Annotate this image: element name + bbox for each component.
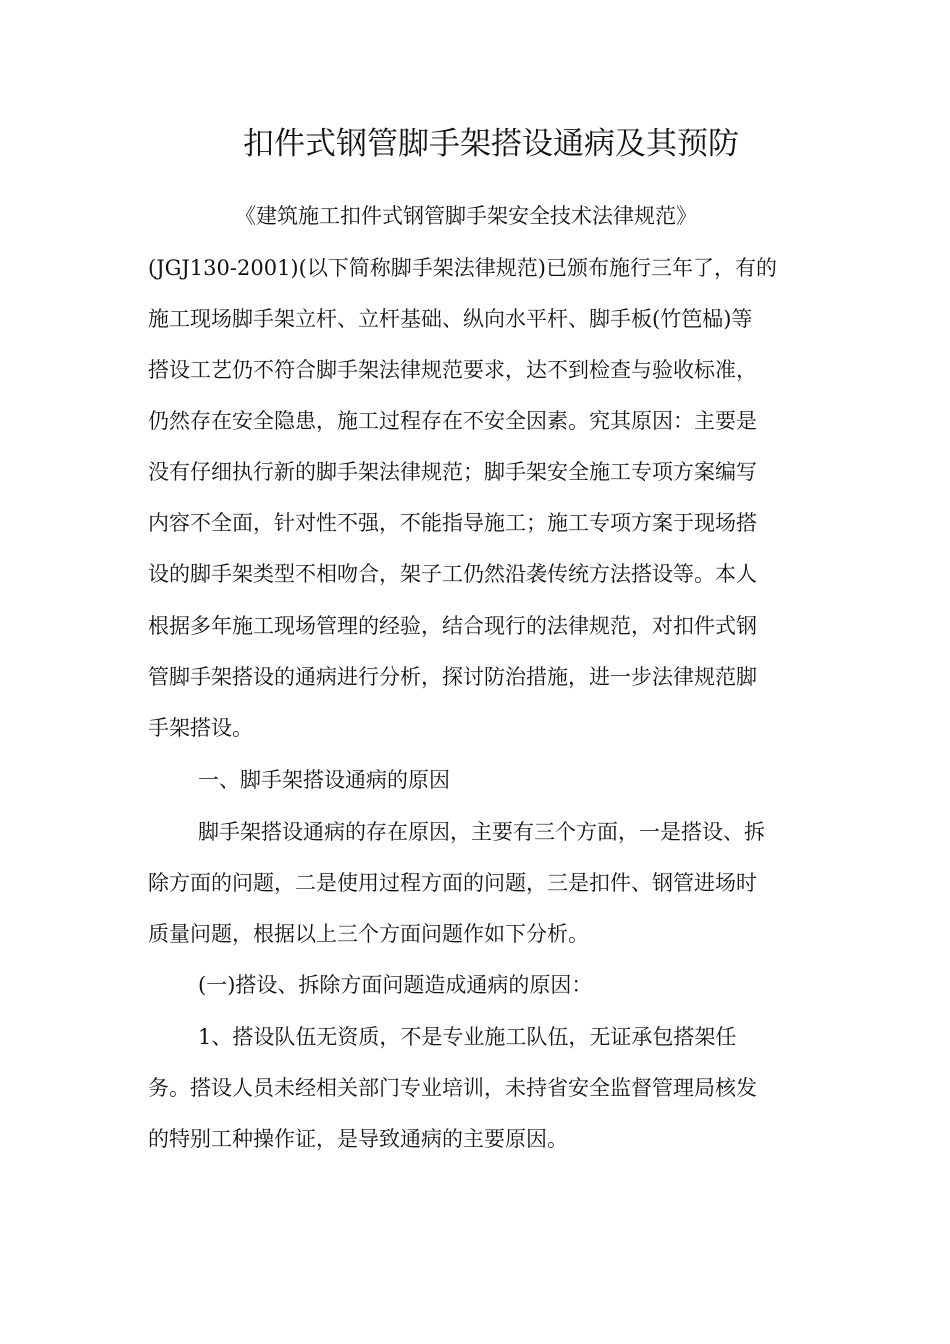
- section-heading: 一、脚手架搭设通病的原因: [198, 768, 450, 792]
- text-line: 管脚手架搭设的通病进行分析，探讨防治措施，进一步法律规范脚: [148, 665, 757, 689]
- text-line: 的特别工种操作证，是导致通病的主要原因。: [148, 1127, 568, 1151]
- text-line: 手架搭设。: [148, 716, 253, 740]
- subsection-heading: (一)搭设、拆除方面问题造成通病的原因：: [198, 973, 593, 997]
- text-line: 内容不全面，针对性不强，不能指导施工；施工专项方案于现场搭: [148, 511, 757, 535]
- text-line: 仍然存在安全隐患，施工过程存在不安全因素。究其原因：主要是: [148, 409, 757, 433]
- text-line: 施工现场脚手架立杆、立杆基础、纵向水平杆、脚手板(竹笆榀)等: [148, 307, 753, 331]
- text-line: 务。搭设人员未经相关部门专业培训，未持省安全监督管理局核发: [148, 1076, 757, 1100]
- text-line: 《建筑施工扣件式钢管脚手架安全技术法律规范》: [235, 204, 697, 228]
- text-line: 脚手架搭设通病的存在原因，主要有三个方面，一是搭设、拆: [198, 820, 765, 844]
- text-line: 根据多年施工现场管理的经验，结合现行的法律规范，对扣件式钢: [148, 614, 757, 638]
- text-line: 除方面的问题，二是使用过程方面的问题，三是扣件、钢管进场时: [148, 871, 757, 895]
- text-line: 质量问题，根据以上三个方面问题作如下分析。: [148, 922, 589, 946]
- text-line: 1、搭设队伍无资质，不是专业施工队伍，无证承包搭架任: [198, 1025, 737, 1049]
- text-line: 没有仔细执行新的脚手架法律规范；脚手架安全施工专项方案编写: [148, 460, 757, 484]
- text-line: 设的脚手架类型不相吻合，架子工仍然沿袭传统方法搭设等。本人: [148, 562, 757, 586]
- document-title: 扣件式钢管脚手架搭设通病及其预防: [243, 126, 739, 162]
- text-line: (JGJ130-2001)(以下简称脚手架法律规范)已颁布施行三年了，有的: [148, 256, 778, 280]
- text-line: 搭设工艺仍不符合脚手架法律规范要求，达不到检查与验收标准，: [148, 358, 757, 382]
